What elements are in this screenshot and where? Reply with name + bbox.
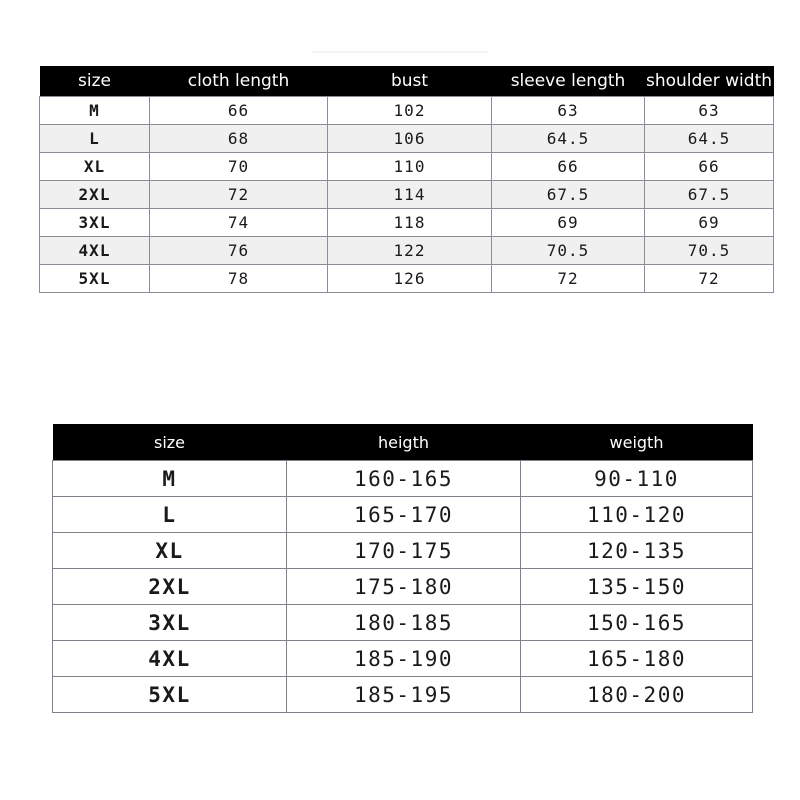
sleeve-length-cell: 70.5 — [492, 237, 645, 265]
bust-cell: 118 — [328, 209, 492, 237]
size-cell: L — [40, 125, 150, 153]
height-cell: 175-180 — [287, 569, 521, 605]
header-shoulder-width: shoulder width — [645, 66, 774, 97]
bust-cell: 114 — [328, 181, 492, 209]
table-row — [40, 209, 774, 237]
height-cell: 160-165 — [287, 461, 521, 497]
size-cell: 4XL — [40, 237, 150, 265]
table-row — [40, 237, 774, 265]
shoulder-width-cell: 66 — [645, 153, 774, 181]
size-cell: 5XL — [53, 677, 287, 713]
header-bust: bust — [328, 66, 492, 97]
shoulder-width-cell: 72 — [645, 265, 774, 293]
weight-cell: 150-165 — [521, 605, 753, 641]
cloth-length-cell: 66 — [150, 97, 328, 125]
size-cell: L — [53, 497, 287, 533]
bust-cell: 110 — [328, 153, 492, 181]
cloth-length-cell: 74 — [150, 209, 328, 237]
table-row — [53, 461, 753, 497]
size-cell: 3XL — [40, 209, 150, 237]
header-size: size — [53, 424, 287, 461]
shoulder-width-cell: 69 — [645, 209, 774, 237]
size-cell: 4XL — [53, 641, 287, 677]
table-row — [53, 605, 753, 641]
weight-cell: 120-135 — [521, 533, 753, 569]
shoulder-width-cell: 63 — [645, 97, 774, 125]
weight-cell: 90-110 — [521, 461, 753, 497]
table-row — [53, 569, 753, 605]
table-row — [40, 97, 774, 125]
bust-cell: 122 — [328, 237, 492, 265]
divider-line — [312, 51, 488, 53]
cloth-length-cell: 68 — [150, 125, 328, 153]
size-cell: M — [40, 97, 150, 125]
sleeve-length-cell: 64.5 — [492, 125, 645, 153]
sleeve-length-cell: 72 — [492, 265, 645, 293]
weight-cell: 180-200 — [521, 677, 753, 713]
size-cell: XL — [40, 153, 150, 181]
height-cell: 180-185 — [287, 605, 521, 641]
header-cloth-length: cloth length — [150, 66, 328, 97]
cloth-length-cell: 78 — [150, 265, 328, 293]
table-header-row — [53, 424, 753, 461]
height-cell: 165-170 — [287, 497, 521, 533]
cloth-length-cell: 76 — [150, 237, 328, 265]
weight-cell: 110-120 — [521, 497, 753, 533]
size-cell: 2XL — [53, 569, 287, 605]
size-cell: 5XL — [40, 265, 150, 293]
sleeve-length-cell: 67.5 — [492, 181, 645, 209]
bust-cell: 102 — [328, 97, 492, 125]
shoulder-width-cell: 67.5 — [645, 181, 774, 209]
sleeve-length-cell: 69 — [492, 209, 645, 237]
sleeve-length-cell: 63 — [492, 97, 645, 125]
size-cell: 3XL — [53, 605, 287, 641]
sleeve-length-cell: 66 — [492, 153, 645, 181]
table-row — [53, 497, 753, 533]
height-cell: 185-195 — [287, 677, 521, 713]
header-height: heigth — [287, 424, 521, 461]
size-cell: XL — [53, 533, 287, 569]
table-row — [40, 153, 774, 181]
header-size: size — [40, 66, 150, 97]
weight-cell: 135-150 — [521, 569, 753, 605]
size-cell: M — [53, 461, 287, 497]
table-row — [40, 125, 774, 153]
table-row — [40, 181, 774, 209]
weight-cell: 165-180 — [521, 641, 753, 677]
garment-measurement-table — [39, 66, 774, 293]
table-header-row — [40, 66, 774, 97]
height-cell: 185-190 — [287, 641, 521, 677]
shoulder-width-cell: 70.5 — [645, 237, 774, 265]
header-weight: weigth — [521, 424, 753, 461]
table-row — [53, 641, 753, 677]
table-row — [53, 533, 753, 569]
table-row — [53, 677, 753, 713]
cloth-length-cell: 72 — [150, 181, 328, 209]
cloth-length-cell: 70 — [150, 153, 328, 181]
size-recommendation-table — [52, 424, 753, 713]
height-cell: 170-175 — [287, 533, 521, 569]
header-sleeve-length: sleeve length — [492, 66, 645, 97]
bust-cell: 106 — [328, 125, 492, 153]
size-cell: 2XL — [40, 181, 150, 209]
bust-cell: 126 — [328, 265, 492, 293]
shoulder-width-cell: 64.5 — [645, 125, 774, 153]
table-row — [40, 265, 774, 293]
